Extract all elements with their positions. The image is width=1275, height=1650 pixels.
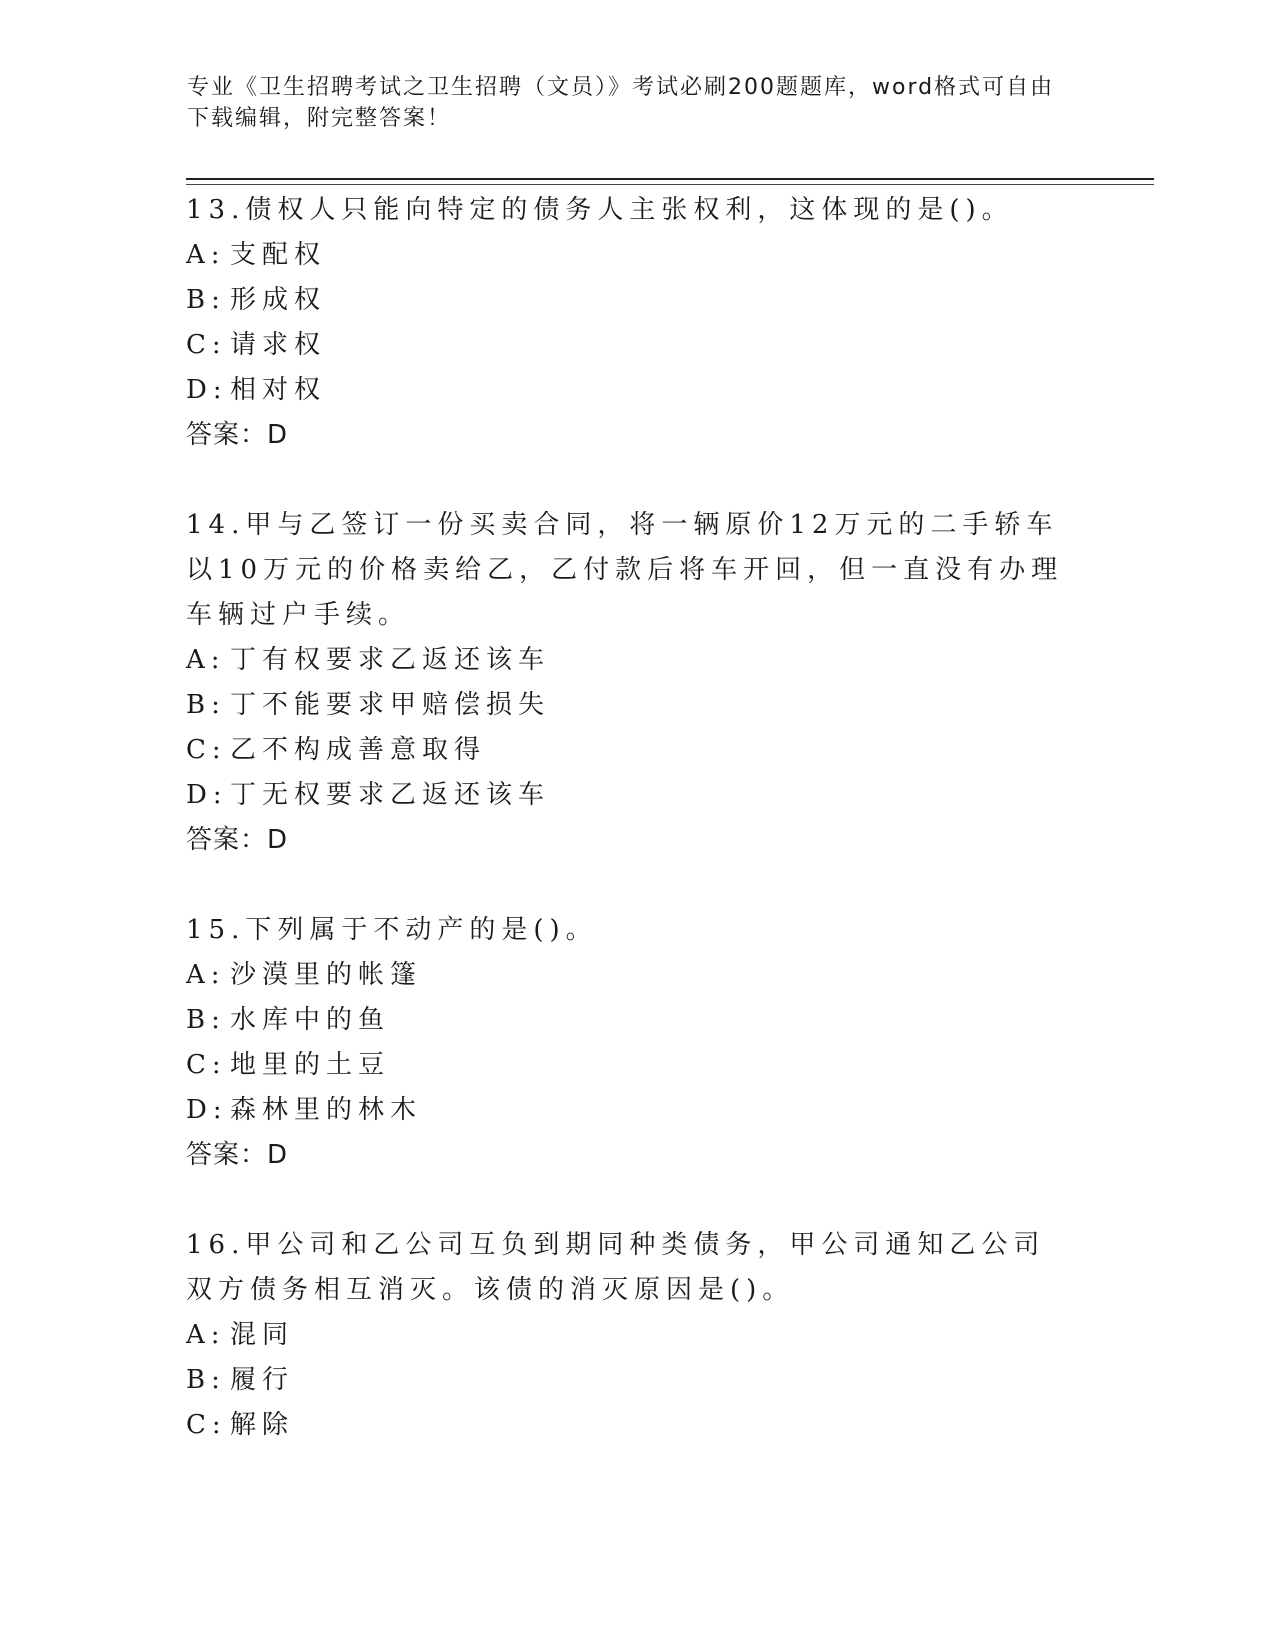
option-d	[186, 773, 1086, 818]
option-text: 相对权	[230, 375, 327, 405]
option-key: B:	[186, 1365, 226, 1395]
option-key: C:	[186, 1050, 227, 1080]
option-c	[186, 1043, 1086, 1088]
option-text: 丁无权要求乙返还该车	[230, 780, 551, 810]
question-list	[186, 188, 1086, 1493]
option-key: D:	[186, 780, 228, 810]
option-text: 水库中的鱼	[230, 1005, 391, 1035]
question-stem: 13.债权人只能向特定的债务人主张权利，这体现的是()。	[186, 195, 1014, 225]
question-stem: 14.甲与乙签订一份买卖合同，将一辆原价12万元的二手轿车以10万元的价格卖给乙，乙付款后将车开回，但一直没有办理车辆过户手续。	[186, 510, 1064, 630]
option-key: C:	[186, 330, 227, 360]
option-text: 乙不构成善意取得	[230, 735, 487, 765]
option-text: 混同	[230, 1320, 295, 1350]
option-text: 丁有权要求乙返还该车	[230, 645, 551, 675]
option-b	[186, 683, 1086, 728]
option-text: 森林里的林木	[230, 1095, 423, 1125]
option-key: D:	[186, 375, 228, 405]
option-key: B:	[186, 285, 226, 315]
option-c	[186, 323, 1086, 368]
option-text: 沙漠里的帐篷	[230, 960, 423, 990]
header-rule-thick	[186, 178, 1154, 180]
answer-line: 答案：D	[186, 825, 289, 855]
option-b	[186, 278, 1086, 323]
option-key: B:	[186, 690, 226, 720]
option-text: 解除	[230, 1410, 295, 1440]
answer-line: 答案：D	[186, 420, 289, 450]
option-a	[186, 638, 1086, 683]
option-text: 地里的土豆	[230, 1050, 391, 1080]
option-d	[186, 1088, 1086, 1133]
option-text: 支配权	[230, 240, 327, 270]
option-text: 丁不能要求甲赔偿损失	[230, 690, 551, 720]
question-14	[186, 503, 1086, 863]
option-key: A:	[186, 1320, 226, 1350]
option-a	[186, 1313, 1086, 1358]
option-b	[186, 998, 1086, 1043]
option-c	[186, 728, 1086, 773]
option-key: A:	[186, 960, 226, 990]
option-b	[186, 1358, 1086, 1403]
option-text: 形成权	[230, 285, 327, 315]
option-key: C:	[186, 735, 227, 765]
option-key: A:	[186, 240, 226, 270]
option-key: C:	[186, 1410, 227, 1440]
option-text: 请求权	[230, 330, 327, 360]
option-key: B:	[186, 1005, 226, 1035]
option-a	[186, 233, 1086, 278]
document-header: 专业《卫生招聘考试之卫生招聘（文员）》考试必刷200题题库，word格式可自由下载编辑，附完整答案！	[187, 75, 1055, 131]
question-stem: 16.甲公司和乙公司互负到期同种类债务，甲公司通知乙公司双方债务相互消灭。该债的消灭原因是()。	[186, 1230, 1046, 1305]
option-text: 履行	[230, 1365, 295, 1395]
option-key: D:	[186, 1095, 228, 1125]
question-15	[186, 908, 1086, 1178]
question-13	[186, 188, 1086, 458]
option-key: A:	[186, 645, 226, 675]
question-16	[186, 1223, 1086, 1448]
answer-line: 答案：D	[186, 1140, 289, 1170]
option-a	[186, 953, 1086, 998]
option-c	[186, 1403, 1086, 1448]
option-d	[186, 368, 1086, 413]
header-rule-thin	[186, 184, 1154, 185]
question-stem: 15.下列属于不动产的是()。	[186, 915, 598, 945]
